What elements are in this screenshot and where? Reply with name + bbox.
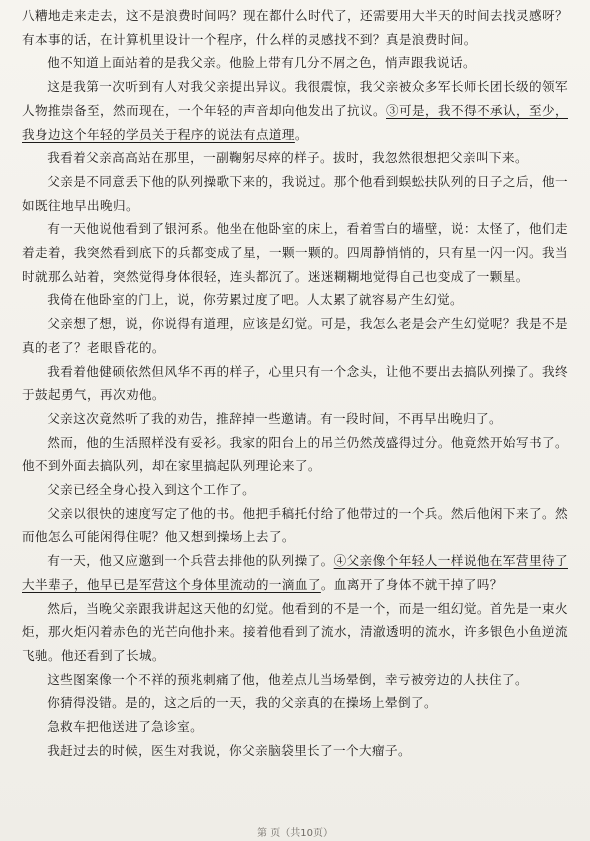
paragraph-14-end: 。血离开了身体不就干掉了吗？ (320, 576, 503, 592)
paragraph-3 (22, 75, 568, 146)
paragraph-13: 父亲以很快的速度写定了他的书。他把手稿托付给了他带过的一个兵。然后他闲下来了。然而他怎么可能闲得住呢？他又想到操场上去了。 (22, 505, 568, 545)
paragraph-5: 父亲是不同意丢下他的队列操歌下来的，我说过。那个他看到蜈蚣扶队列的日子之后，他一如既往地早出晚归。 (22, 173, 568, 213)
paragraph-9: 我看着他健硕依然但风华不再的样子，心里只有一个念头，让他不要出去搞队列操了。我终于鼓起勇气，再次劝他。 (22, 363, 568, 403)
underlined-sentence-3: ③可是，我不得不承认，至少，我身边这个年轻的学员关于程序的说法有点道理 (22, 102, 568, 142)
paragraph-17: 你猜得没错。是的，这之后的一天，我的父亲真的在操场上晕倒了。 (47, 695, 437, 711)
paragraph-2: 他不知道上面站着的是我父亲。他脸上带有几分不屑之色，悄声跟我说话。 (47, 55, 476, 71)
paragraph-18: 急救车把他送进了急诊室。 (47, 719, 204, 735)
paragraph-8: 父亲想了想，说，你说得有道理，应该是幻觉。可是，我怎么老是会产生幻觉呢？我是不是真的老了？老眼昏花的。 (22, 316, 568, 355)
paragraph-1: 八糟地走来走去，这不是浪费时间吗？现在都什么时代了，还需要用大半天的时间去找灵感呀？有本事的话，在计算机里设计一个程序，什么样的灵感找不到？真是浪费时间。 (22, 8, 568, 47)
paragraph-19: 我赶过去的时候，医生对我说，你父亲脑袋里长了一个大瘤子。 (47, 742, 412, 758)
paragraph-7: 我倚在他卧室的门上，说，你劳累过度了吧。人太累了就容易产生幻觉。 (47, 292, 463, 308)
paragraph-15: 然后，当晚父亲跟我讲起这天他的幻觉。他看到的不是一个，而是一组幻觉。首先是一束火炬，那火炬闪着赤色的光芒向他扑来。接着他看到了流水，清澈透明的流水，许多银色小鱼逆流飞驰。他还看到了长城。 (22, 600, 568, 663)
paragraph-12: 父亲已经全身心投入到这个工作了。 (47, 482, 256, 498)
paragraph-10: 父亲这次竟然听了我的劝告，推辞掉一些邀请。有一段时间，不再早出晚归了。 (47, 410, 502, 426)
paragraph-14 (22, 549, 568, 596)
paragraph-4: 我看着父亲高高站在那里，一副鞠躬尽瘁的样子。拔时，我忽然很想把父亲叫下来。 (47, 150, 528, 166)
paragraph-6: 有一天他说他看到了银河系。他坐在他卧室的床上，看着雪白的墙壁，说：太怪了，他们走着走着，我突然看到底下的兵都变成了星，一颗一颗的。四周静悄悄的，只有星一闪一闪。我当时就那么站着，突然觉得身体很轻，连头都沉了。迷迷糊糊地觉得自己也变成了一颗星。 (22, 221, 568, 284)
page-number: 第 页（共10页） (257, 828, 333, 839)
paragraph-3-text: 这是我第一次听到有人对我父亲提出异议。我很震惊，我父亲被众多军长师长团长级的领军人物推崇备至，然而现在，一个年轻的声音却向他发出了抗议。 (22, 79, 568, 118)
paragraph-3-end: 。 (294, 126, 308, 142)
underlined-sentence-4: ④父亲像个年轻人一样说他在军营里待了大半辈子，他早已是军营这个身体里流动的一滴血了 (22, 553, 568, 592)
paragraph-14-text: 有一天，他又应邀到一个兵营去排他的队列操了。 (47, 553, 334, 569)
paragraph-16: 这些图案像一个不祥的预兆刺痛了他，他差点儿当场晕倒，幸亏被旁边的人扶住了。 (47, 671, 528, 687)
paragraph-11: 然而，他的生活照样没有妥衫。我家的阳台上的吊兰仍然茂盛得过分。他竟然开始写书了。他不到外面去搞队列，却在家里搞起队列理论来了。 (22, 434, 568, 474)
